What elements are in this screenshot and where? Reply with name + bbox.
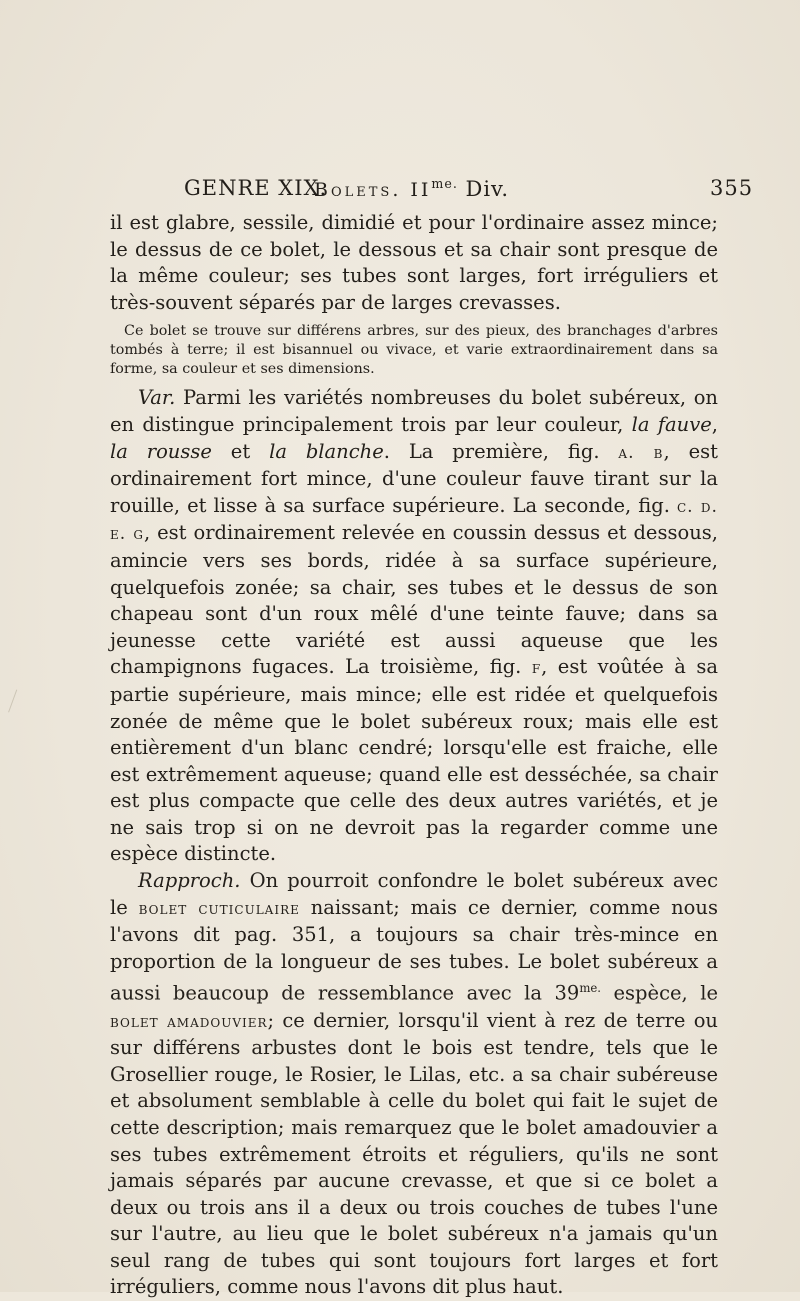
- habitat-note: Ce bolet se trouve sur différens arbres, sur des pieux, des branchages d'arbres tombés à terre; il est bisannuel ou vivace, et varie extraordinairement dans sa forme, sa couleur et ses dimensions.: [110, 323, 718, 378]
- var-text-6: , est ordinairement relevée en coussin dessus et dessous, amincie vers ses bords, ridée à sa surface supérieure, quelquefois zonée; sa chair, ses tubes et le dessus de son chapeau sont d'un roux mêlé d'une teinte fauve; dans sa jeunesse cette variété est aussi aqueuse que les champignons fugaces. La troisième, fig.: [110, 521, 718, 679]
- margin-mark: [8, 690, 23, 715]
- page-number: 355: [710, 176, 754, 200]
- rapproch-text-2: naissant; mais ce dernier, comme nous l'avons dit pag. 351, a toujours sa chair très-mince en proportion de la longueur de ses tubes. Le bolet subéreux a aussi beaucoup de ressemblance avec la 39: [110, 895, 718, 1005]
- rapproch-text-3: espèce, le: [601, 981, 719, 1005]
- var-text-5: , est ordinairement fort mince, d'une couleur fauve tirant sur la rouille, et lisse à sa surface supérieure. La seconde, fig.: [110, 439, 718, 517]
- var-label: Var.: [138, 386, 176, 410]
- page-body: [110, 210, 718, 1301]
- header-division: [314, 176, 509, 201]
- rapproch-label: Rapproch.: [138, 869, 241, 893]
- var-text-7: , est voûtée à sa partie supérieure, mais mince; elle est ridée et quelquefois zonée de même que le bolet subéreux roux; mais elle est entièrement d'un blanc cendré; lorsqu'elle est fraiche, elle est extrêmement aqueuse; quand elle est desséchée, sa chair est plus compacte que celle des deux autres variétés, et je ne sais trop si on ne devroit pas la regarder comme une espèce distincte.: [110, 655, 718, 866]
- var-text-4: . La première, fig.: [383, 439, 619, 463]
- rapproch-sup: me.: [579, 981, 602, 996]
- paragraph-continued: il est glabre, sessile, dimidié et pour l'ordinaire assez mince; le dessus de ce bolet, le dessous et sa chair sont presque de la même couleur; ses tubes sont larges, fort irréguliers et très-souvent séparés par de larges crevasses.: [110, 211, 718, 314]
- rapproch-text-4: ; ce dernier, lorsqu'il vient à rez de terre ou sur différens arbustes dont le bois est tendre, tels que le Grosellier rouge, le Rosier, le Lilas, etc. a sa chair subéreuse et absolument semblable à celle du bolet qui fait le sujet de cette description; mais remarquez que le bolet amadouvier a ses tubes extrêmement étroits et réguliers, qu'ils ne sont jamais séparés par aucune crevasse, et que si ce bolet a deux ou trois ans il a deux ou trois couches de tubes l'une sur l'autre, au lieu que le bolet subéreux n'a jamais qu'un seul rang de tubes qui sont toujours fort larges et fort irréguliers, comme nous l'avons dit plus haut.: [110, 1008, 718, 1299]
- running-header: [0, 176, 800, 206]
- var-fauve: la fauve: [631, 412, 712, 436]
- var-blanche: la blanche: [269, 439, 384, 463]
- var-rousse: la rousse: [110, 439, 212, 463]
- bolet-amadouvier: bolet amadouvier: [110, 1011, 268, 1032]
- fig-ref-3: f: [531, 658, 542, 679]
- fig-ref-1: a. b: [618, 442, 664, 463]
- varieties-paragraph: [110, 385, 718, 868]
- fig-ref-2: c. d. e. g: [110, 496, 718, 545]
- rapproch-paragraph: [110, 868, 718, 1301]
- var-text-3: et: [211, 439, 270, 463]
- header-division-end: Div.: [457, 177, 510, 201]
- header-genre: GENRE XIX.: [184, 176, 328, 200]
- header-division-name: Bolets. II: [314, 179, 432, 201]
- var-text-2: ,: [711, 412, 718, 436]
- header-division-sup: me.: [431, 176, 458, 191]
- bolet-cuticulaire: bolet cuticulaire: [138, 898, 300, 919]
- rapproch-text-1: On pourroit confondre le bolet subéreux avec le: [110, 869, 718, 919]
- var-text-1: Parmi les variétés nombreuses du bolet subéreux, on en distingue principalement trois par leur couleur,: [110, 386, 718, 436]
